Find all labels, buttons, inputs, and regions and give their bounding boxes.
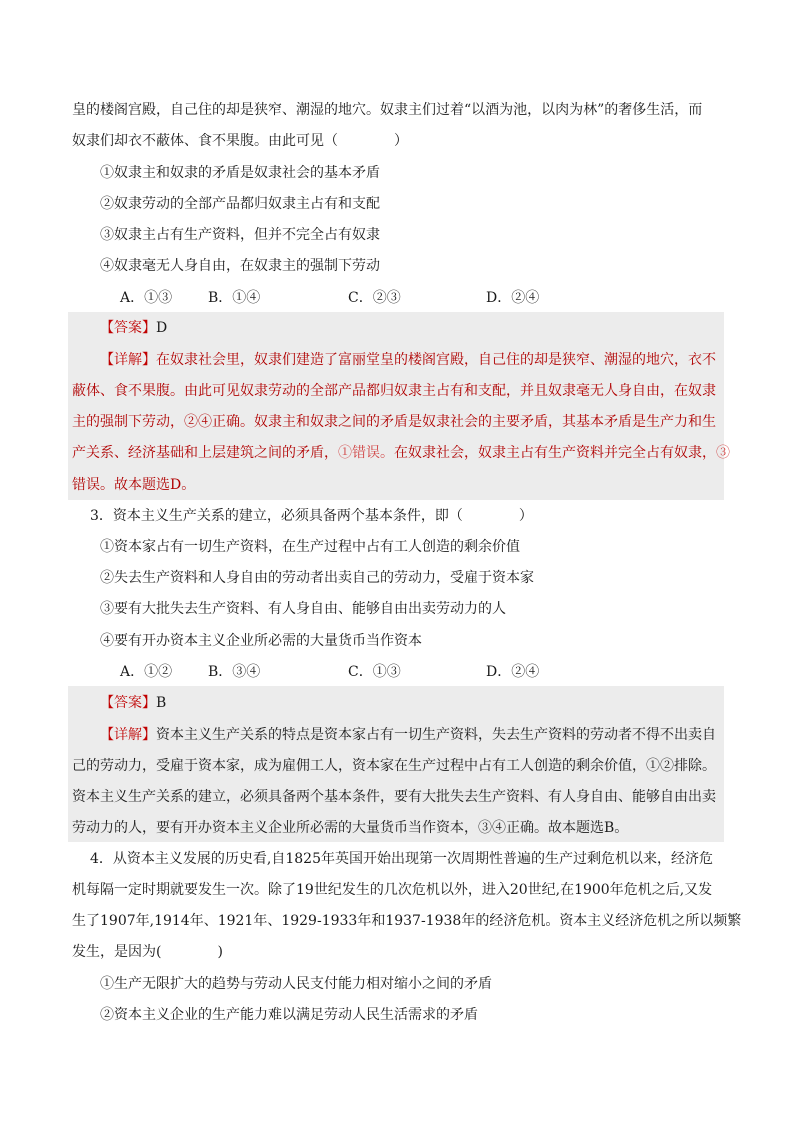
q3-detail-tag: 【详解】 xyxy=(100,727,156,743)
q3-stem: 3．资本主义生产关系的建立，必须具备两个基本条件，即（ ） xyxy=(90,508,533,524)
q3-detail-line4: 劳动力的人，要有开办资本主义企业所必需的大量货币当作资本，③④正确。故本题选B。 xyxy=(72,820,629,836)
q2-choice-a: A．①③ xyxy=(120,290,173,306)
q3-choice-a: A．①② xyxy=(120,664,173,680)
q3-choice-b: B．③④ xyxy=(208,664,261,680)
q2-detail-line4 xyxy=(72,443,730,463)
q2-stem-line1: 皇的楼阁宫殿，自己住的却是狭窄、潮湿的地穴。奴隶主们过着“以酒为池，以肉为林”的奢侈生活，而 xyxy=(72,102,703,118)
q3-detail-text1: 资本主义生产关系的特点是资本家占有一切生产资料，失去生产资料的劳动者不得不出卖自 xyxy=(156,727,716,743)
q2-stem-line2: 奴隶们却衣不蔽体、食不果腹。由此可见（ ） xyxy=(72,133,408,149)
q2-detail-l4b: ①错误。 xyxy=(338,445,394,461)
q2-option-3: ③奴隶主占有生产资料，但并不完全占有奴隶 xyxy=(100,227,380,243)
q4-stem-line3: 生了1907年,1914年、1921年、1929-1933年和1937-1938年的经济危机。资本主义经济危机之所以频繁 xyxy=(72,913,742,929)
q3-detail-line1 xyxy=(100,725,716,745)
q2-detail-line3: 主的强制下劳动，②④正确。奴隶主和奴隶之间的矛盾是奴隶社会的主要矛盾，其基本矛盾是生产力和生 xyxy=(72,414,716,430)
q2-detail-line2: 蔽体、食不果腹。由此可见奴隶劳动的全部产品都归奴隶主占有和支配，并且奴隶毫无人身自由，在奴隶 xyxy=(72,383,716,399)
q3-option-3: ③要有大批失去生产资料、有人身自由、能够自由出卖劳动力的人 xyxy=(100,601,506,617)
q2-option-4: ④奴隶毫无人身自由，在奴隶主的强制下劳动 xyxy=(100,258,380,274)
q3-answer-value: B xyxy=(156,695,167,711)
q3-detail-line2: 己的劳动力，受雇于资本家，成为雇佣工人，资本家在生产过程中占有工人创造的剩余价值，①②排除。 xyxy=(72,758,716,774)
q3-choice-c: C．①③ xyxy=(348,664,401,680)
q3-answer-tag: 【答案】 xyxy=(100,695,156,711)
q4-stem-line1: 4．从资本主义发展的历史看,自1825年英国开始出现第一次周期性普遍的生产过剩危机以来，经济危 xyxy=(90,851,713,867)
q3-option-2: ②失去生产资料和人身自由的劳动者出卖自己的劳动力，受雇于资本家 xyxy=(100,570,534,586)
q3-detail-line3: 资本主义生产关系的建立，必须具备两个基本条件，要有大批失去生产资料、有人身自由、能够自由出卖 xyxy=(72,789,716,805)
q4-option-1: ①生产无限扩大的趋势与劳动人民支付能力相对缩小之间的矛盾 xyxy=(100,976,492,992)
q3-option-4: ④要有开办资本主义企业所必需的大量货币当作资本 xyxy=(100,633,422,649)
q2-choice-c: C．②③ xyxy=(348,290,401,306)
q2-choice-b: B．①④ xyxy=(208,290,261,306)
q2-answer-block xyxy=(68,312,724,500)
q3-choice-d: D．②④ xyxy=(486,664,540,680)
q2-detail-l4d: ③ xyxy=(716,445,730,461)
q2-detail-line1 xyxy=(100,350,716,370)
q2-option-2: ②奴隶劳动的全部产品都归奴隶主占有和支配 xyxy=(100,196,380,212)
q4-option-2: ②资本主义企业的生产能力难以满足劳动人民生活需求的矛盾 xyxy=(100,1007,478,1023)
q2-answer-value: D xyxy=(156,320,168,336)
q2-answer xyxy=(100,318,167,338)
q2-detail-text1: 在奴隶社会里，奴隶们建造了富丽堂皇的楼阁宫殿，自己住的却是狭窄、潮湿的地穴，衣不 xyxy=(156,352,716,368)
q2-choice-d: D．②④ xyxy=(486,290,540,306)
q2-detail-tag: 【详解】 xyxy=(100,352,156,368)
q2-detail-line5: 错误。故本题选D。 xyxy=(72,477,196,493)
q2-detail-l4a: 产关系、经济基础和上层建筑之间的矛盾， xyxy=(72,445,338,461)
q3-answer xyxy=(100,693,166,713)
q4-stem-line4: 发生，是因为( ) xyxy=(72,944,223,960)
q4-stem-line2: 机每隔一定时期就要发生一次。除了19世纪发生的几次危机以外，进入20世纪,在1900年危机之后,又发 xyxy=(72,882,713,898)
q2-answer-tag: 【答案】 xyxy=(100,320,156,336)
q3-option-1: ①资本家占有一切生产资料，在生产过程中占有工人创造的剩余价值 xyxy=(100,539,520,555)
q2-option-1: ①奴隶主和奴隶的矛盾是奴隶社会的基本矛盾 xyxy=(100,165,380,181)
q2-detail-l4c: 在奴隶社会，奴隶主占有生产资料并完全占有奴隶， xyxy=(394,445,716,461)
